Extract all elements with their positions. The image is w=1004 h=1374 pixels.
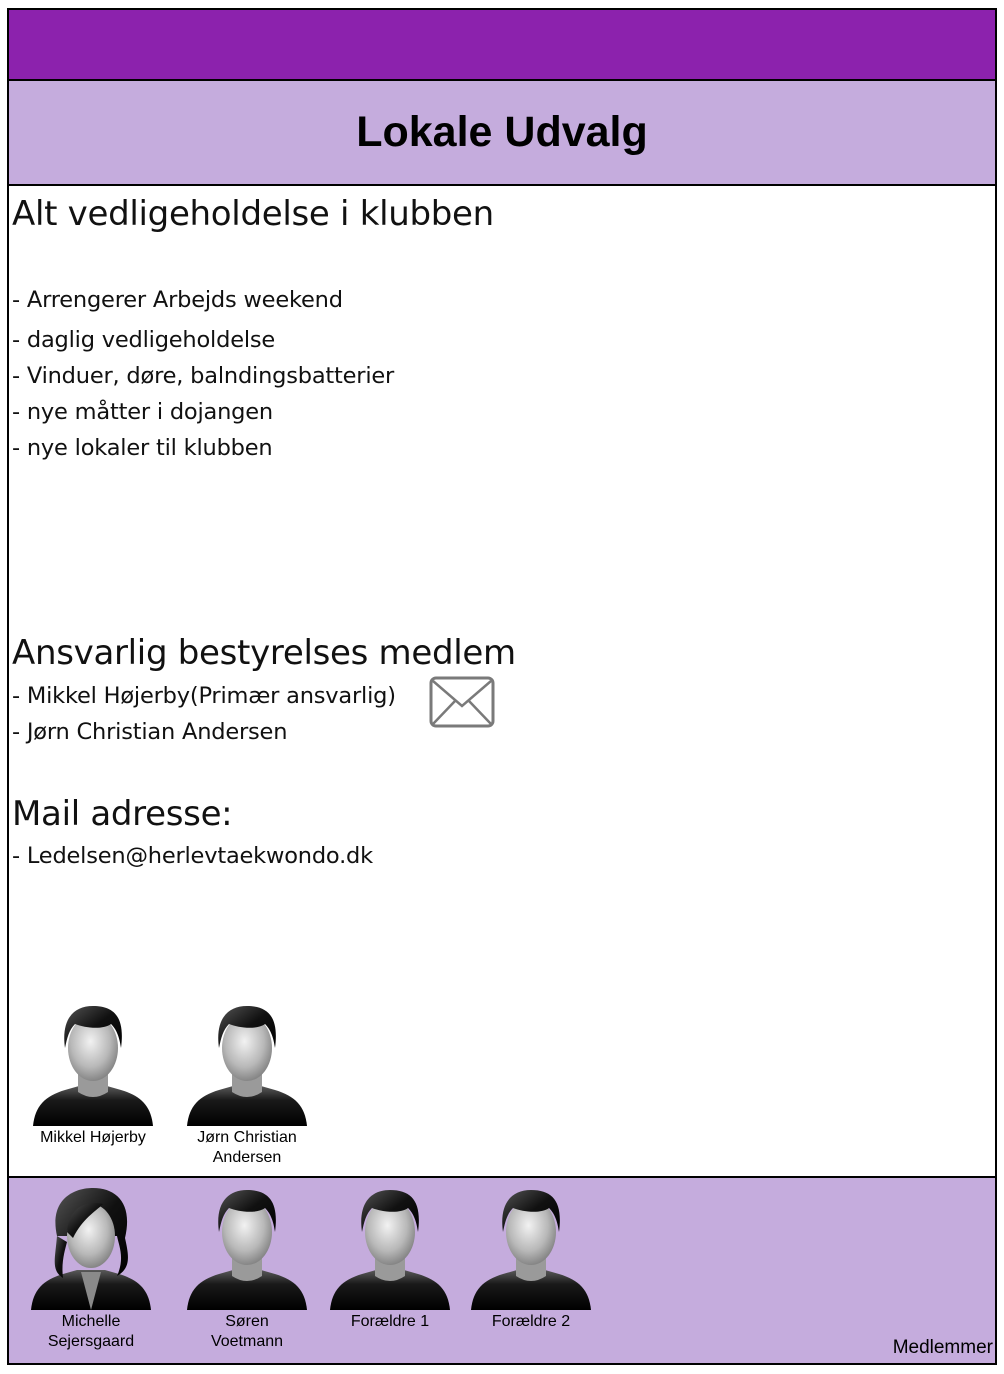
member-name: Michelle Sejersgaard — [47, 1313, 135, 1350]
male-avatar-icon — [31, 1002, 155, 1126]
duty-item: - nye måtter i dojangen — [12, 399, 273, 425]
board-member-card — [177, 1002, 317, 1168]
board-member-card — [23, 1002, 163, 1148]
page-frame — [7, 8, 997, 1365]
top-color-bar — [9, 10, 995, 81]
duty-item: - Arrengerer Arbejds weekend — [12, 287, 343, 313]
male-avatar-icon — [185, 1186, 309, 1310]
member-card — [461, 1186, 601, 1332]
members-bar — [9, 1176, 995, 1363]
board-member-name: Mikkel Højerby — [40, 1129, 146, 1146]
member-name: Forældre 2 — [491, 1313, 571, 1330]
member-name: Forældre 1 — [350, 1313, 430, 1330]
member-card — [177, 1186, 317, 1352]
member-card — [320, 1186, 460, 1332]
responsible-heading: Ansvarlig bestyrelses medlem — [12, 633, 516, 673]
responsible-item: - Mikkel Højerby(Primær ansvarlig) — [12, 683, 396, 709]
envelope-icon[interactable] — [429, 676, 495, 728]
male-avatar-icon — [328, 1186, 452, 1310]
duty-item: - daglig vedligeholdelse — [12, 327, 276, 353]
page-title: Lokale Udvalg — [356, 108, 648, 156]
male-avatar-icon — [185, 1002, 309, 1126]
mail-heading: Mail adresse: — [12, 794, 233, 834]
male-avatar-icon — [469, 1186, 593, 1310]
female-avatar-icon — [29, 1186, 153, 1310]
member-card — [21, 1186, 161, 1352]
duty-item: - Vinduer, døre, balndingsbatterier — [12, 363, 395, 389]
member-name: Søren Voetmann — [210, 1313, 284, 1350]
duties-heading: Alt vedligeholdelse i klubben — [12, 194, 494, 234]
title-bar — [9, 81, 995, 186]
responsible-item: - Jørn Christian Andersen — [12, 719, 288, 745]
duty-item: - nye lokaler til klubben — [12, 435, 273, 461]
mail-address[interactable]: - Ledelsen@herlevtaekwondo.dk — [12, 843, 373, 869]
board-member-name: Jørn Christian Andersen — [197, 1129, 297, 1166]
members-label: Medlemmer — [892, 1337, 993, 1358]
